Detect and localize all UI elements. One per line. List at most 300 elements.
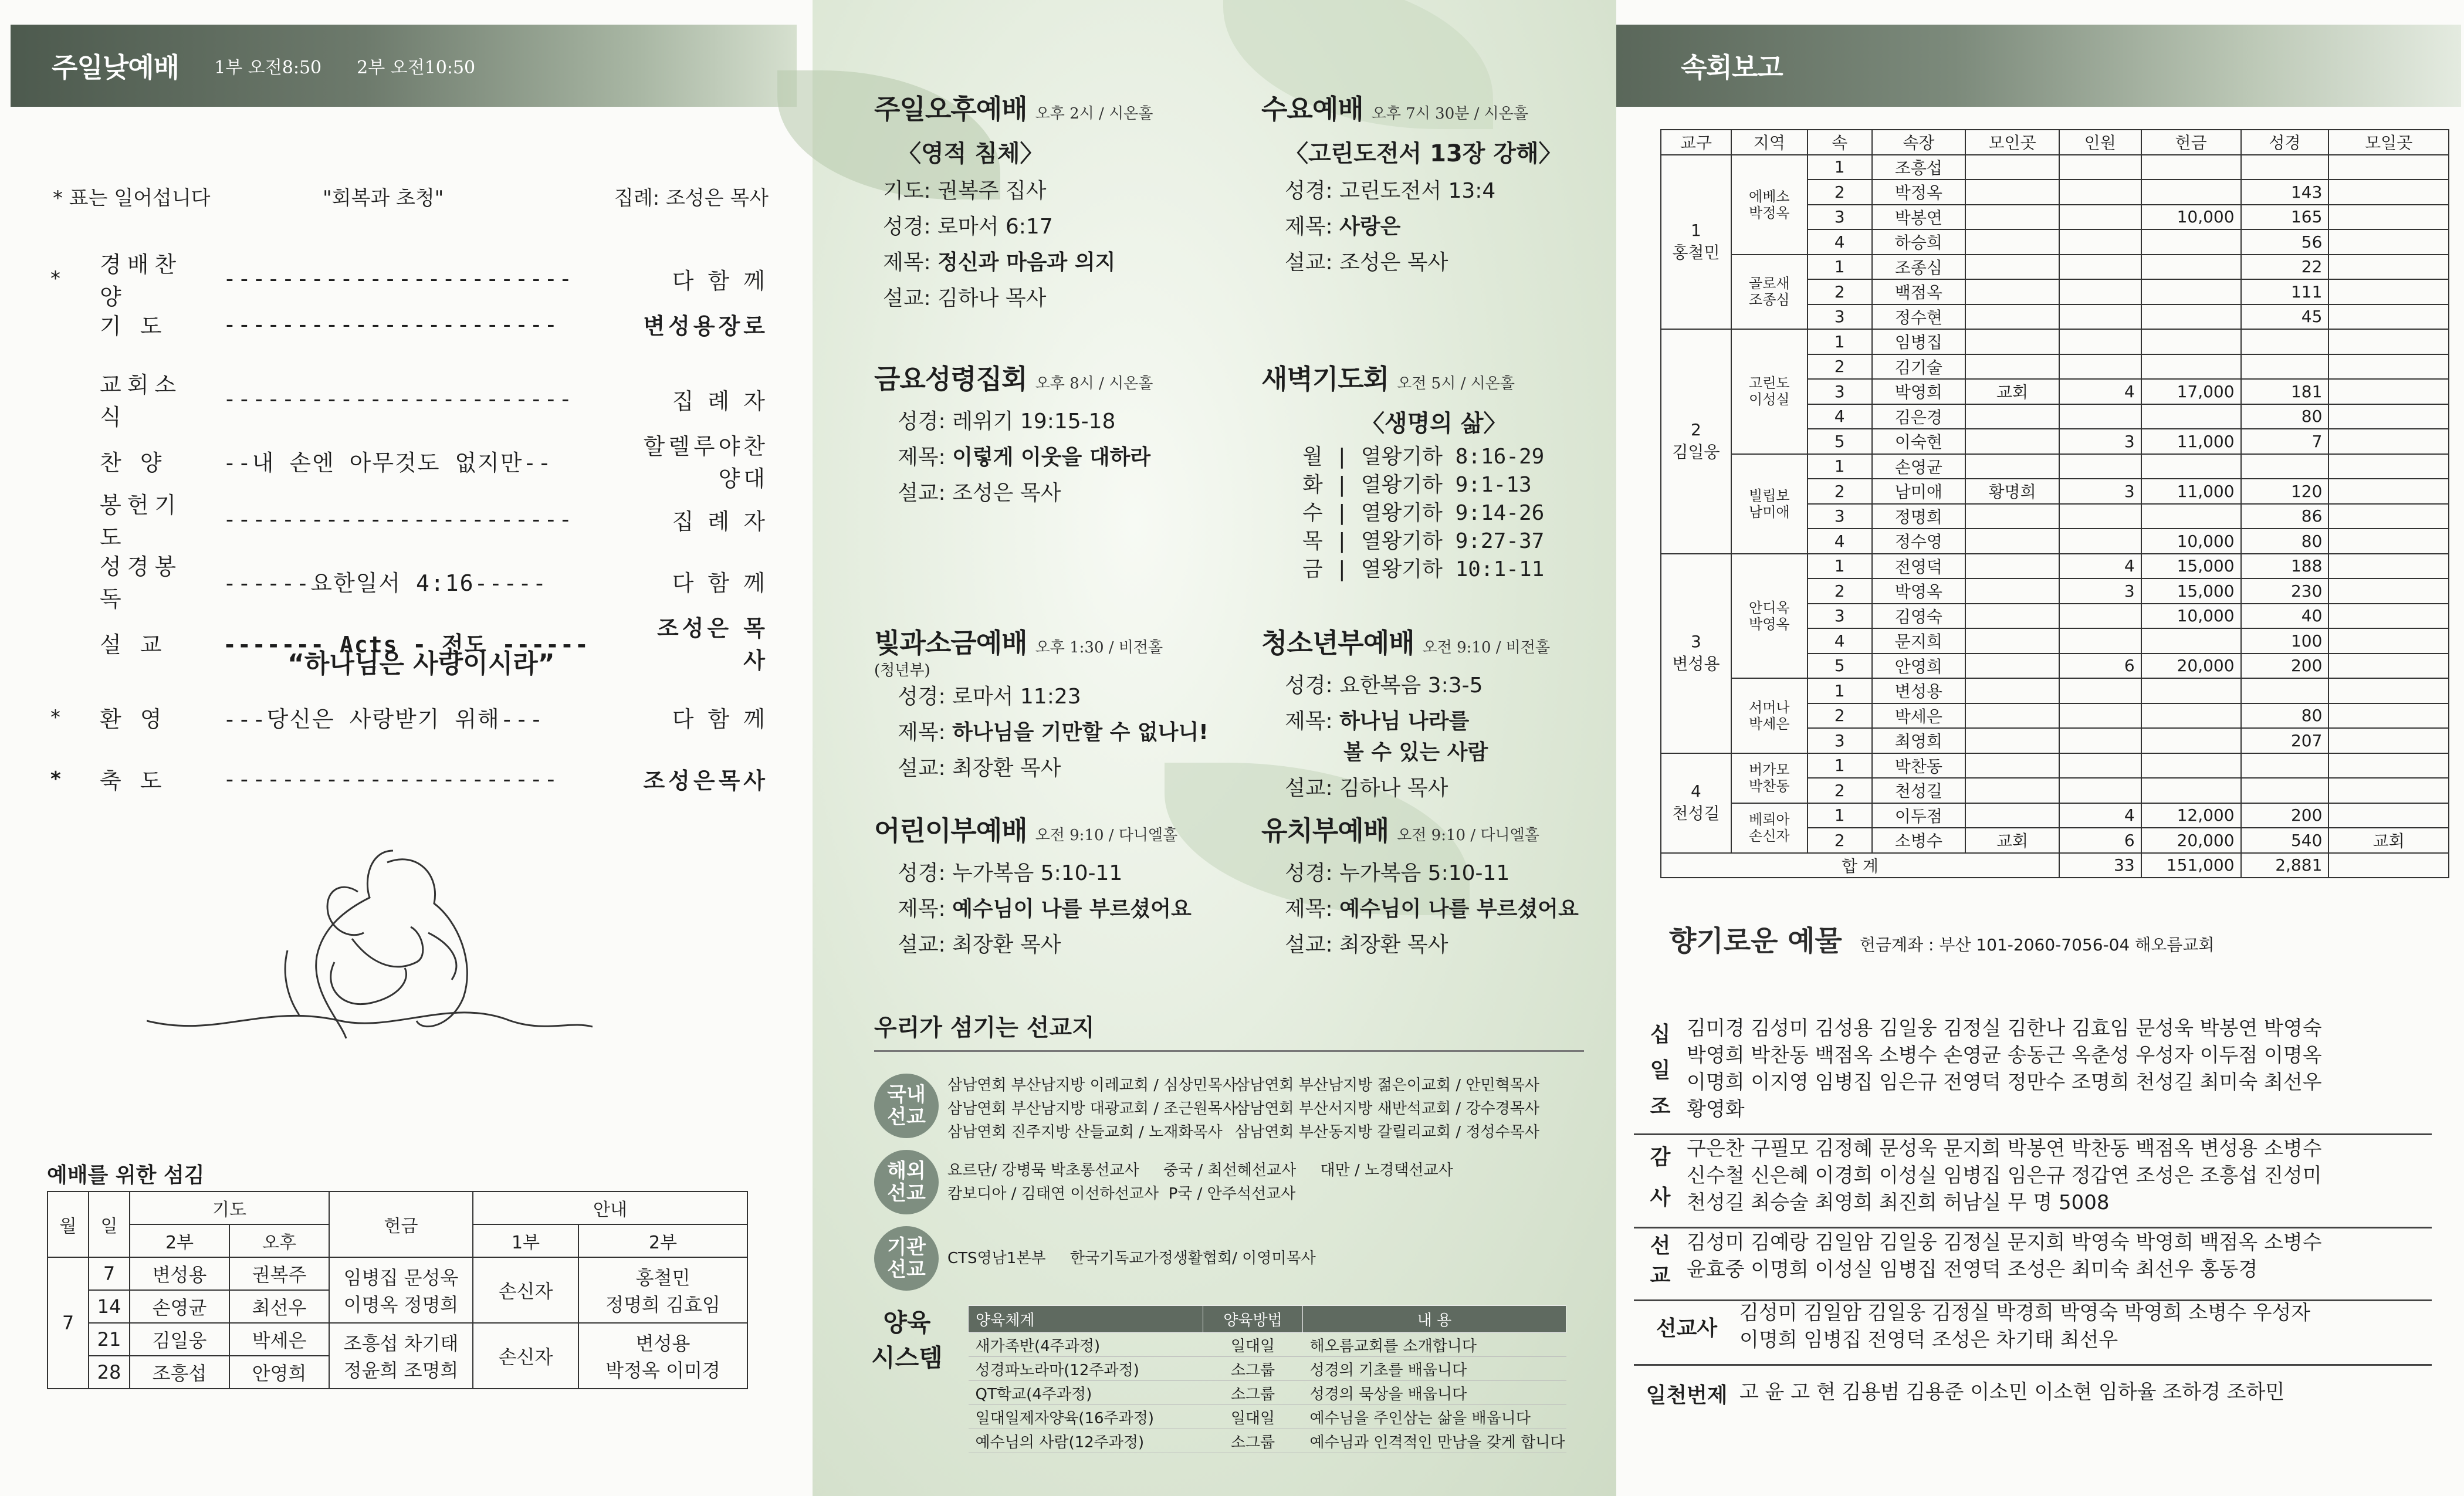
offering-header [1669,918,2214,959]
report-bible: 22 [2241,255,2329,280]
report-place: 교회 [1965,379,2059,404]
name-line: 신수철 신은혜 이경희 이성실 임병집 임은규 정갑연 조성은 조흥섭 진성미 [1687,1164,2322,1187]
svc-key: 제목: [1285,897,1340,921]
report-group-no: 4 [1808,628,1872,654]
mission-offering-section [1634,1229,2432,1301]
edu-method: 일대일 [1203,1405,1303,1429]
svc-sub: 오전 9:10 / 비전홀 [1422,639,1551,656]
report-bible: 540 [2241,828,2329,853]
report-people [2059,279,2141,304]
svc-val: 최장환 목사 [1339,933,1448,957]
report-title: 속회보고 [1681,52,1783,83]
report-place: 황명희 [1965,479,2059,504]
report-offering [2141,354,2241,380]
mission-names [1687,1229,2432,1289]
report-group-no: 1 [1808,803,1872,828]
report-bible: 143 [2241,180,2329,205]
svc-title: 수요예배 [1261,93,1363,125]
svc-key: 설교: [898,756,953,780]
report-total-offering: 151,000 [2141,853,2241,878]
missionary-section [1634,1299,2432,1366]
svc-key: 제목: [898,445,953,469]
domestic-missions-1: 삼남연회 부산남지방 이레교회 / 심상민목사 삼남연회 부산남지방 대광교회 / 조근원목사 삼남연회 진주지방 산들교회 / 노재화목사 [947,1077,1237,1141]
svc-title: 빛과소금예배 [874,627,1027,659]
edu-desc: 성경의 묵상을 배웁니다 [1303,1381,1566,1405]
order-detail: ----------------------- [223,766,559,792]
youth-service [1261,622,1550,801]
report-group-no: 2 [1808,354,1872,380]
duty-h-offering: 헌금 [329,1192,473,1257]
report-leader: 정수영 [1872,529,1966,554]
svc-val: 사랑은 [1339,215,1401,239]
report-row [1661,753,2449,779]
name-line: 이명희 이지영 임병집 임은규 전영덕 정만수 조명희 천성길 최미숙 최선우 [1687,1071,2322,1094]
svc-key: 성경: [1285,673,1340,698]
order-leader: 집 례 자 [672,388,769,414]
name-line: 천성길 최승술 최영희 최진희 허남실 무 명 5008 [1687,1191,2110,1214]
edu-method: 소그룹 [1203,1357,1303,1381]
svc-val: 예수님이 나를 부르셨어요 [952,897,1192,921]
order-detail: ------- Acts - 전도 ------ [223,631,590,658]
edu-method: 소그룹 [1203,1381,1303,1405]
young-adult-service [874,622,1209,781]
report-group-no: 2 [1808,479,1872,504]
missionary-names [1739,1299,2432,1353]
svc-key: 설교: [1285,776,1340,800]
report-people [2059,180,2141,205]
report-bible: 7 [2241,429,2329,454]
report-bible: 188 [2241,554,2329,579]
svc-theme: 〈고린도전서 13장 강해〉 [1285,140,1562,167]
duty-g2 [578,1257,747,1323]
svc-val: 레위기 19:15-18 [952,409,1116,434]
missions-divider [874,1050,1584,1052]
report-place [1965,578,2059,604]
report-place [1965,429,2059,454]
report-bible [2241,678,2329,703]
report-row [1661,803,2449,828]
svc-key: 제목: [898,720,953,744]
name-line: 김성미 김일암 김일웅 김정실 박경희 박영숙 박영희 소병수 우성자 [1739,1301,2311,1325]
dawn-day: 목 | 열왕기하 9:27-37 [1302,529,1545,553]
svc-sub: 오후 1:30 / 비전홀 [1035,639,1163,656]
report-bible [2241,354,2329,380]
report-place [1965,404,2059,429]
report-next-place [2328,728,2449,753]
order-leader: 집 례 자 [672,508,769,534]
report-group-no: 3 [1808,728,1872,753]
svc-val: 이렇게 이웃을 대하라 [952,445,1151,469]
report-group-no: 5 [1808,429,1872,454]
report-next-place [2328,379,2449,404]
svc-key: 제목: [1285,215,1340,239]
report-group-no: 2 [1808,578,1872,604]
report-row [1661,155,2449,180]
edu-desc: 해오름교회를 소개합니다 [1303,1333,1566,1357]
report-next-place [2328,205,2449,230]
report-leader: 최영희 [1872,728,1966,753]
report-people [2059,454,2141,479]
worship-panel [0,0,813,1496]
report-offering: 11,000 [2141,479,2241,504]
report-place [1965,604,2059,629]
report-leader: 박영희 [1872,379,1966,404]
report-group-no: 2 [1808,279,1872,304]
duty-h-month: 월 [48,1192,89,1257]
report-leader: 소병수 [1872,828,1966,853]
edu-desc: 예수님을 주인삼는 삶을 배웁니다 [1303,1405,1566,1429]
report-offering: 10,000 [2141,205,2241,230]
svc-val: 조성은 목사 [952,481,1061,505]
report-district: 3 변성용 [1661,554,1731,753]
order-label: 설 교 [100,631,168,658]
report-place [1965,654,2059,679]
report-place [1965,628,2059,654]
dawn-day: 월 | 열왕기하 8:16-29 [1302,445,1545,469]
children-service [874,810,1192,958]
education-label [871,1305,943,1376]
report-group-no: 3 [1808,379,1872,404]
worship-title: 주일낮예배 [52,52,180,83]
report-place [1965,155,2059,180]
svc-val: 예수님이 나를 부르셨어요 [1339,897,1579,921]
report-people [2059,604,2141,629]
sermon-title: “하나님은 사랑이시라” [287,649,555,679]
worship-banner [11,25,797,107]
report-people [2059,205,2141,230]
order-row [53,308,769,340]
report-offering: 20,000 [2141,654,2241,679]
report-place [1965,229,2059,255]
friday-service [874,358,1153,506]
report-leader: 이숙현 [1872,429,1966,454]
svc-key: 성경: [1285,861,1340,885]
report-region: 골로새 조종심 [1731,255,1808,330]
report-offering [2141,329,2241,354]
report-bible: 45 [2241,304,2329,330]
report-place [1965,678,2059,703]
report-next-place [2328,479,2449,504]
report-leader: 백점옥 [1872,279,1966,304]
svc-key: 성경: [1285,179,1340,203]
report-bible [2241,778,2329,803]
report-region: 안디옥 박영옥 [1731,554,1808,679]
report-next-place [2328,279,2449,304]
report-place [1965,304,2059,330]
report-leader: 손영균 [1872,454,1966,479]
svc-key: 설교: [898,933,953,957]
kinder-service [1261,810,1579,958]
report-bible: 120 [2241,479,2329,504]
order-detail: --내 손엔 아무것도 없지만-- [223,449,553,476]
report-offering [2141,229,2241,255]
report-next-place [2328,255,2449,280]
order-label: 성경봉독 [100,554,182,612]
report-next-place [2328,604,2449,629]
order-label: 경배찬양 [100,252,182,310]
report-next-place [2328,155,2449,180]
tithe-label-char: 십 [1650,1023,1671,1047]
report-group-no: 2 [1808,828,1872,853]
report-place [1965,454,2059,479]
svc-title: 주일오후예배 [874,93,1027,125]
report-people [2059,354,2141,380]
name-line: 김성미 김예랑 김일암 김일웅 김정실 문지희 박영숙 박영희 백점옥 소병수 [1687,1231,2322,1254]
tithe-label-char: 조 [1650,1094,1671,1119]
report-leader: 김은경 [1872,404,1966,429]
worship-time-1: 1부 오전8:50 [214,57,322,78]
report-group-no: 1 [1808,454,1872,479]
report-people: 6 [2059,654,2141,679]
report-total-bible: 2,881 [2241,853,2329,878]
thanks-label [1634,1135,1687,1216]
report-offering [2141,753,2241,779]
report-people [2059,628,2141,654]
duty-table [47,1191,748,1389]
duty-h-pm: 오후 [229,1224,329,1257]
report-offering: 10,000 [2141,604,2241,629]
embrace-illustration-icon [147,845,593,1079]
report-next-place [2328,329,2449,354]
report-people [2059,255,2141,280]
duty-g2a: 변성용 [635,1332,691,1355]
duty-p2: 김일웅 [130,1323,229,1356]
edu-method: 일대일 [1203,1333,1303,1357]
duty-p2: 손영균 [130,1290,229,1323]
thanks-names [1687,1135,2432,1216]
report-place [1965,279,2059,304]
report-offering [2141,504,2241,529]
domestic-mission-badge: 국내 선교 [874,1074,939,1138]
report-bible [2241,454,2329,479]
report-group-no: 1 [1808,678,1872,703]
report-next-place [2328,504,2449,529]
report-row [1661,255,2449,280]
report-place [1965,180,2059,205]
svc-sub: 오전 9:10 / 다니엘홀 [1397,827,1539,844]
duty-offering-a2: 이명옥 정명희 [343,1294,459,1316]
report-people [2059,703,2141,729]
education-label-1: 양육 [883,1308,931,1337]
services-panel [813,0,1616,1496]
report-leader: 천성길 [1872,778,1966,803]
report-people [2059,753,2141,779]
worship-leader: 집례: 조성은 목사 [614,187,769,210]
svc-title: 어린이부예배 [874,815,1027,847]
report-region: 빌립보 남미애 [1731,454,1808,554]
offering-account: 헌금계좌 : 부산 101-2060-7056-04 해오름교회 [1859,935,2215,955]
report-next-place [2328,628,2449,654]
edu-desc: 예수님과 인격적인 만남을 갖게 합니다 [1303,1429,1566,1453]
report-people: 6 [2059,828,2141,853]
thanks-label-char: 사 [1650,1186,1671,1210]
report-total-people: 33 [2059,853,2141,878]
report-people [2059,728,2141,753]
report-place [1965,329,2059,354]
report-leader: 박정옥 [1872,180,1966,205]
svc-val: 최장환 목사 [952,756,1061,780]
report-place [1965,778,2059,803]
duty-h-prayer: 기도 [130,1192,329,1224]
report-people: 4 [2059,554,2141,579]
group-report-table [1660,129,2449,878]
name-line: 구은찬 구필모 김정혜 문성욱 문지희 박봉연 박찬동 백점옥 변성용 소병수 [1687,1137,2322,1160]
svc-val: 요한복음 3:3-5 [1339,673,1483,698]
order-label: 찬 양 [100,449,168,476]
order-detail: ------요한일서 4:16----- [223,570,547,596]
report-header: 성경 [2241,130,2329,155]
report-region: 버가모 박찬동 [1731,753,1808,803]
report-place [1965,354,2059,380]
tithe-label-char: 일 [1650,1058,1671,1083]
report-group-no: 1 [1808,753,1872,779]
foreign-missions: 요르단/ 강병묵 박초롱선교사 중국 / 최선혜선교사 대만 / 노경택선교사 캄보디아 / 김태연 이선하선교사 P국 / 안주석선교사 [947,1162,1453,1203]
report-group-no: 4 [1808,229,1872,255]
report-place [1965,205,2059,230]
edu-course: 예수님의 사람(12주과정) [969,1429,1203,1453]
edu-h: 양육체계 [969,1306,1203,1333]
order-leader: 다 함 께 [672,706,769,732]
report-people [2059,529,2141,554]
report-people [2059,504,2141,529]
report-district: 4 천성길 [1661,753,1731,853]
report-people [2059,329,2141,354]
report-group-no: 3 [1808,304,1872,330]
report-offering [2141,703,2241,729]
svc-val: 정신과 마음과 의지 [937,251,1116,275]
standing-mark: * [50,267,60,290]
report-row [1661,554,2449,579]
svc-theme: 〈영적 침체〉 [898,140,1044,167]
report-total-label: 합 계 [1661,853,2059,878]
svc-val: 최장환 목사 [952,933,1061,957]
edu-desc: 성경의 기초를 배웁니다 [1303,1357,1566,1381]
report-leader: 정수현 [1872,304,1966,330]
report-group-no: 2 [1808,778,1872,803]
duty-day: 7 [89,1257,130,1290]
foreign-mission-badge: 해외 선교 [874,1150,939,1214]
svc-val: 김하나 목사 [937,286,1047,310]
svc-key: 설교: [898,481,953,505]
dawn-day: 금 | 열왕기하 10:1-11 [1302,557,1545,581]
mission-label [1634,1229,1687,1289]
report-group-no: 2 [1808,703,1872,729]
report-next-place: 교회 [2328,828,2449,853]
report-leader: 전영덕 [1872,554,1966,579]
report-group-no: 3 [1808,205,1872,230]
duty-pm: 권복주 [229,1257,329,1290]
mission-label-char: 교 [1650,1264,1671,1288]
education-table [968,1305,1566,1453]
svc-val: 누가복음 5:10-11 [1339,861,1510,885]
order-leader: 다 함 께 [672,570,769,596]
tithe-section [1634,1015,2432,1135]
report-next-place [2328,180,2449,205]
report-place: 교회 [1965,828,2059,853]
first-fruits-section [1634,1379,2432,1419]
report-row [1661,678,2449,703]
report-offering [2141,155,2241,180]
thanks-section [1634,1135,2432,1228]
report-header: 교구 [1661,130,1731,155]
report-leader: 조종심 [1872,255,1966,280]
name-line: 황영화 [1687,1098,1745,1121]
svc-val: 누가복음 5:10-11 [952,861,1123,885]
report-people: 4 [2059,803,2141,828]
order-row [53,428,769,493]
report-header: 지역 [1731,130,1808,155]
dawn-day: 수 | 열왕기하 9:14-26 [1302,501,1545,525]
report-district: 2 김일웅 [1661,329,1731,554]
report-bible [2241,753,2329,779]
order-leader: 할렐루야찬양대 [643,434,769,492]
report-group-no: 5 [1808,654,1872,679]
report-banner [1616,25,2461,107]
report-next-place [2328,654,2449,679]
order-row [53,367,769,431]
first-fruits-names [1739,1379,2432,1409]
report-leader: 박세은 [1872,703,1966,729]
standing-mark: * [50,767,61,791]
duty-g1: 손신자 [473,1323,578,1389]
report-group-no: 1 [1808,155,1872,180]
report-leader: 김영숙 [1872,604,1966,629]
report-group-no: 2 [1808,180,1872,205]
report-panel [1616,0,2464,1496]
report-place [1965,703,2059,729]
report-people [2059,304,2141,330]
report-header: 속 [1808,130,1872,155]
order-leader: 조성은목사 [643,768,769,794]
svc-key: 성경: [898,861,953,885]
report-bible [2241,329,2329,354]
report-people [2059,778,2141,803]
report-leader: 임병집 [1872,329,1966,354]
svc-sub: 오후 7시 30분 / 시온홀 [1371,105,1529,123]
svc-key: 기도: [883,179,938,203]
duty-day: 21 [89,1323,130,1356]
duty-h-g1: 1부 [473,1224,578,1257]
mission-label-char: 선 [1650,1234,1671,1258]
report-next-place [2328,454,2449,479]
order-label: 봉헌기도 [100,492,182,550]
report-leader: 정명희 [1872,504,1966,529]
report-leader: 이두점 [1872,803,1966,828]
wednesday-service [1261,88,1562,276]
report-leader: 조흥섭 [1872,155,1966,180]
duty-offering-b [329,1323,473,1389]
worship-theme: "회복과 초청" [323,187,444,210]
report-bible: 111 [2241,279,2329,304]
report-people [2059,678,2141,703]
svc-val: 하나님을 기만할 수 없나니! [952,720,1209,744]
report-offering [2141,304,2241,330]
report-bible: 80 [2241,404,2329,429]
report-place [1965,529,2059,554]
tithe-label [1634,1015,1687,1123]
svc-title: 유치부예배 [1261,815,1389,847]
report-offering: 20,000 [2141,828,2241,853]
report-place [1965,803,2059,828]
offering-title: 향기로운 예물 [1669,925,1842,957]
order-leader: 다 함 께 [672,268,769,294]
report-bible: 80 [2241,703,2329,729]
report-people: 3 [2059,479,2141,504]
duty-g2b: 박정옥 이미경 [605,1359,720,1382]
report-group-no: 4 [1808,404,1872,429]
svc-sub: 오전 9:10 / 다니엘홀 [1035,827,1178,844]
duty-offering-a1: 임병집 문성욱 [343,1267,459,1289]
